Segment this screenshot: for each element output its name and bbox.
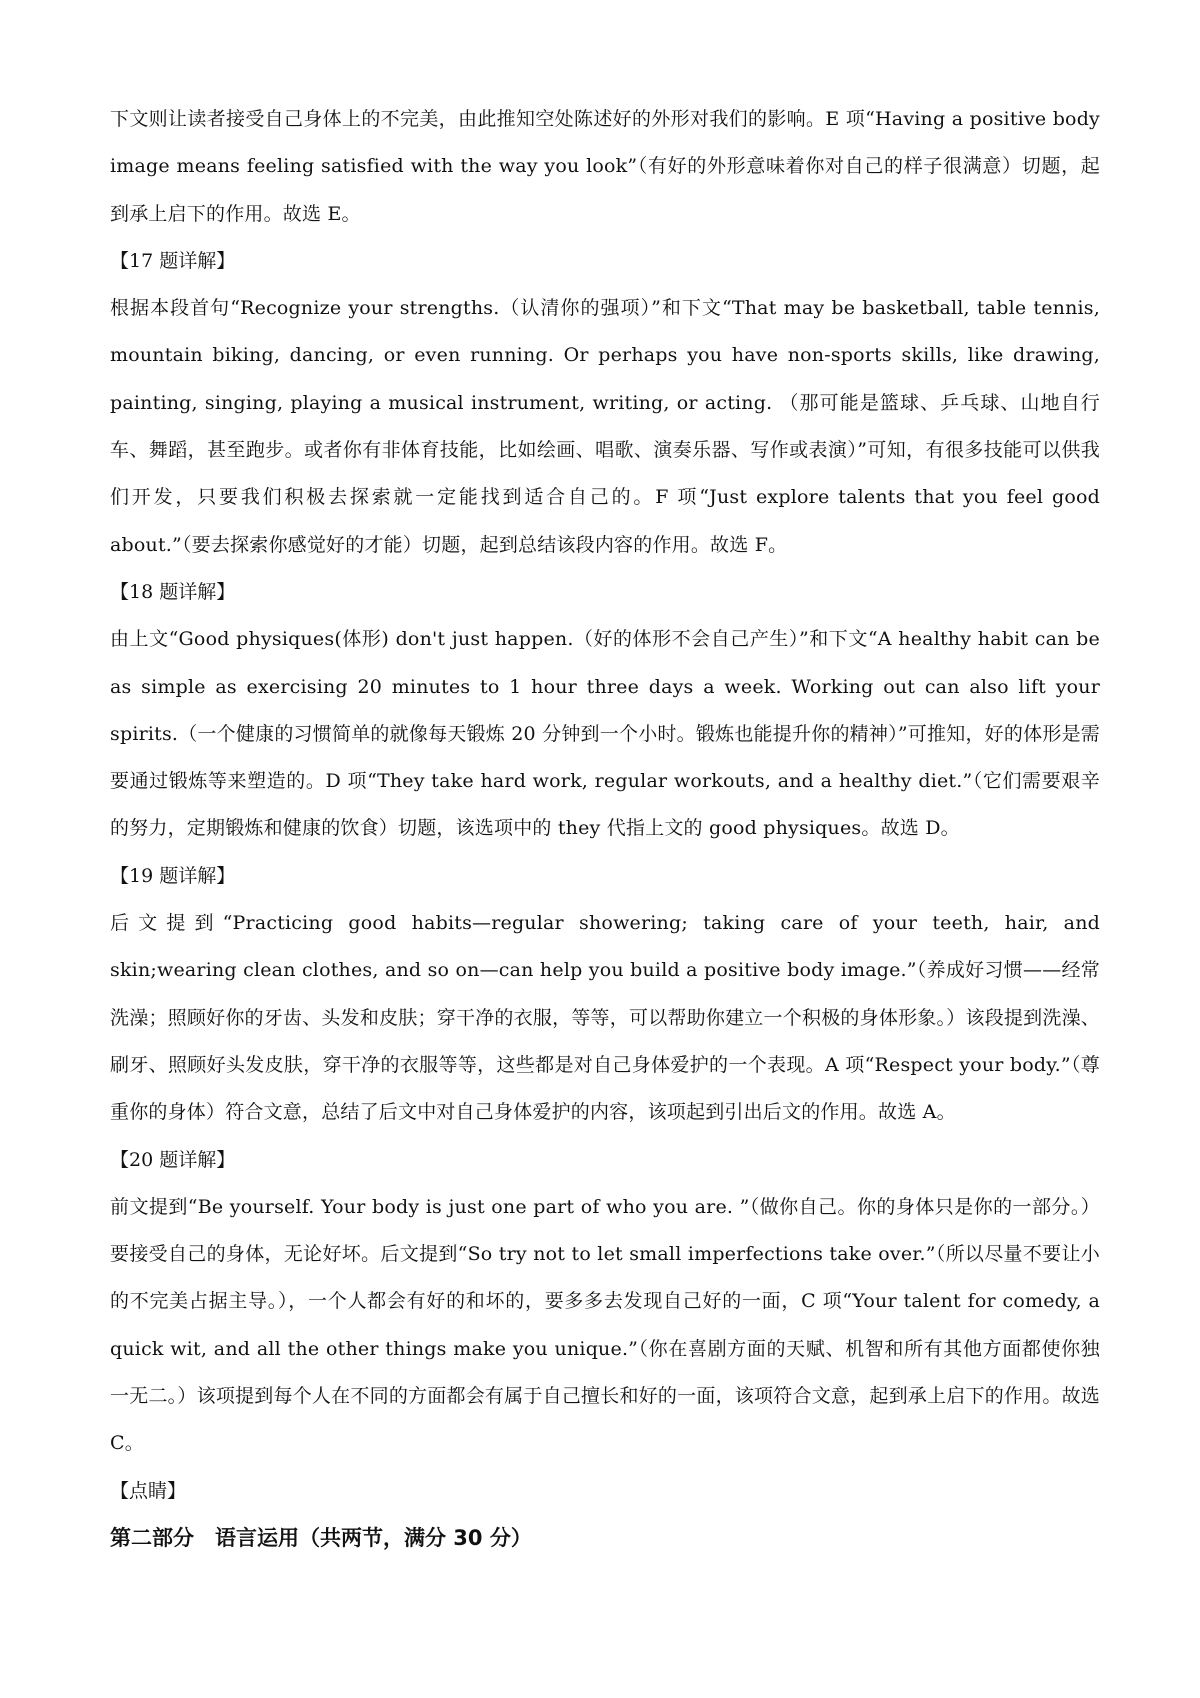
heading-q20: 【20 题详解】: [110, 1148, 236, 1171]
paragraph-q20-explanation: 前文提到“Be yourself. Your body is just one part of who you are. ”（做你自己。你的身体只是你的一部分。）要接受自己的身体，无论好坏。后文提到“So try not to let small imperfections take over.”（所以尽量不要让小的不完美占据主导。），一个人都会有好的和坏的，要多多去发现自己好的一面，C 项“Your talent for comedy, a quick wit, and all the other things make you unique.”（你在喜剧方面的天赋、机智和所有其他方面都使你独一无二。）该项提到每个人在不同的方面都会有属于自己擅长和好的一面，该项符合文意，起到承上启下的作用。故选 C。: [110, 1195, 1100, 1455]
heading-q17: 【17 题详解】: [110, 249, 236, 272]
paragraph-q17-explanation: 根据本段首句“Recognize your strengths.（认清你的强项）”和下文“That may be basketball, table tennis, mountain biking, dancing, or even running. Or perhaps you have non-sports skills, like drawing, painting, singing, playing a musical instrument, writing, or acting. （那可能是篮球、乒乓球、山地自行车、舞蹈，甚至跑步。或者你有非体育技能，比如绘画、唱歌、演奏乐器、写作或表演）”可知，有很多技能可以供我们开发，只要我们积极去探索就一定能找到适合自己的。F 项“Just explore talents that you feel good about.”（要去探索你感觉好的才能）切题，起到总结该段内容的作用。故选 F。: [110, 297, 1100, 556]
heading-q18: 【18 题详解】: [110, 580, 236, 603]
section-title-part-two: 第二部分 语言运用（共两节，满分 30 分）: [110, 1525, 532, 1550]
heading-q19: 【19 题详解】: [110, 864, 236, 887]
document-page: [110, 96, 1100, 1562]
paragraph-q19-explanation: 后文提到“Practicing good habits—regular showering; taking care of your teeth, hair, and skin;wearing clean clothes, and so on—can help you build a positive body image.”（养成好习惯——经常洗澡；照顾好你的牙齿、头发和皮肤；穿干净的衣服，等等，可以帮助你建立一个积极的身体形象。）该段提到洗澡、刷牙、照顾好头发皮肤，穿干净的衣服等等，这些都是对自己身体爱护的一个表现。A 项“Respect your body.”（尊重你的身体）符合文意，总结了后文中对自己身体爱护的内容，该项起到引出后文的作用。故选 A。: [110, 912, 1100, 1124]
heading-dianjing: 【点睛】: [110, 1479, 187, 1502]
paragraph-16-conclusion: 下文则让读者接受自己身体上的不完美，由此推知空处陈述好的外形对我们的影响。E 项“Having a positive body image means feeling satisfied with the way you look”（有好的外形意味着你对自己的样子很满意）切题，起到承上启下的作用。故选 E。: [110, 108, 1100, 225]
paragraph-q18-explanation: 由上文“Good physiques(体形) don't just happen.（好的体形不会自己产生）”和下文“A healthy habit can be as simple as exercising 20 minutes to 1 hour three days a week. Working out can also lift your spirits.（一个健康的习惯简单的就像每天锻炼 20 分钟到一个小时。锻炼也能提升你的精神）”可推知，好的体形是需要通过锻炼等来塑造的。D 项“They take hard work, regular workouts, and a healthy diet.”（它们需要艰辛的努力，定期锻炼和健康的饮食）切题，该选项中的 they 代指上文的 good physiques。故选 D。: [110, 628, 1100, 840]
